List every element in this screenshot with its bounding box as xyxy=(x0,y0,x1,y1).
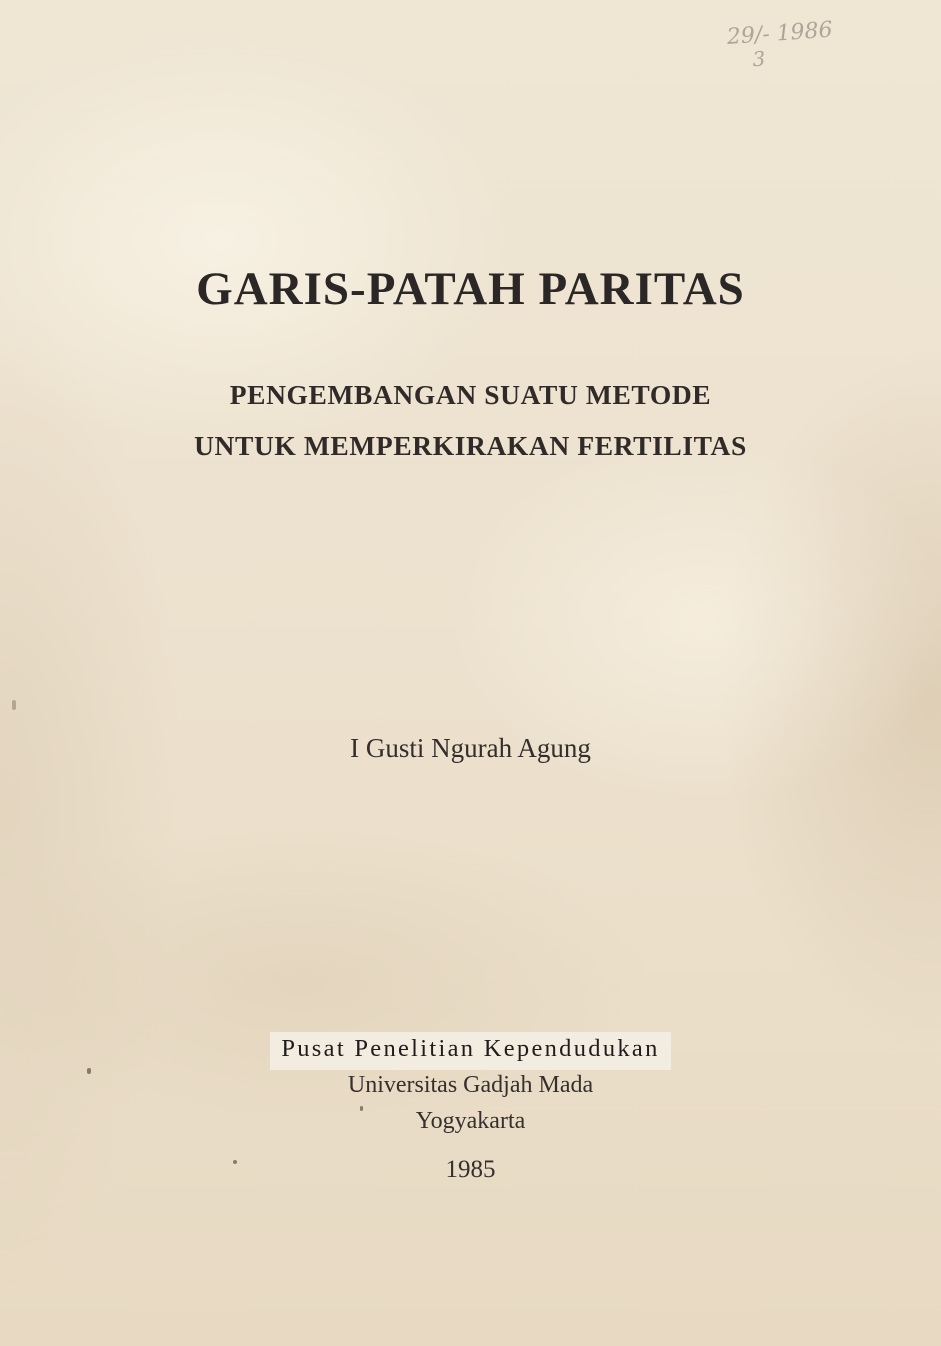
handwritten-note xyxy=(726,14,900,86)
city-name: Yogyakarta xyxy=(415,1108,526,1134)
document-title: GARIS-PATAH PARITAS xyxy=(196,263,745,315)
handwritten-note-line1: 29/- 1986 xyxy=(726,17,834,50)
paper-speck xyxy=(87,1068,91,1074)
university-name: Universitas Gadjah Mada xyxy=(347,1072,594,1098)
publication-year: 1985 xyxy=(445,1156,496,1183)
paper-speck xyxy=(233,1160,237,1164)
handwritten-note-line2: 3 xyxy=(751,46,767,72)
subtitle-line-2: UNTUK MEMPERKIRAKAN FERTILITAS xyxy=(194,430,747,461)
paper-speck xyxy=(360,1106,363,1111)
institute-name: Pusat Penelitian Kependudukan xyxy=(281,1035,660,1062)
subtitle-line-1: PENGEMBANGAN SUATU METODE xyxy=(229,379,712,410)
paper-speck xyxy=(12,700,16,710)
author-name: I Gusti Ngurah Agung xyxy=(350,733,591,763)
